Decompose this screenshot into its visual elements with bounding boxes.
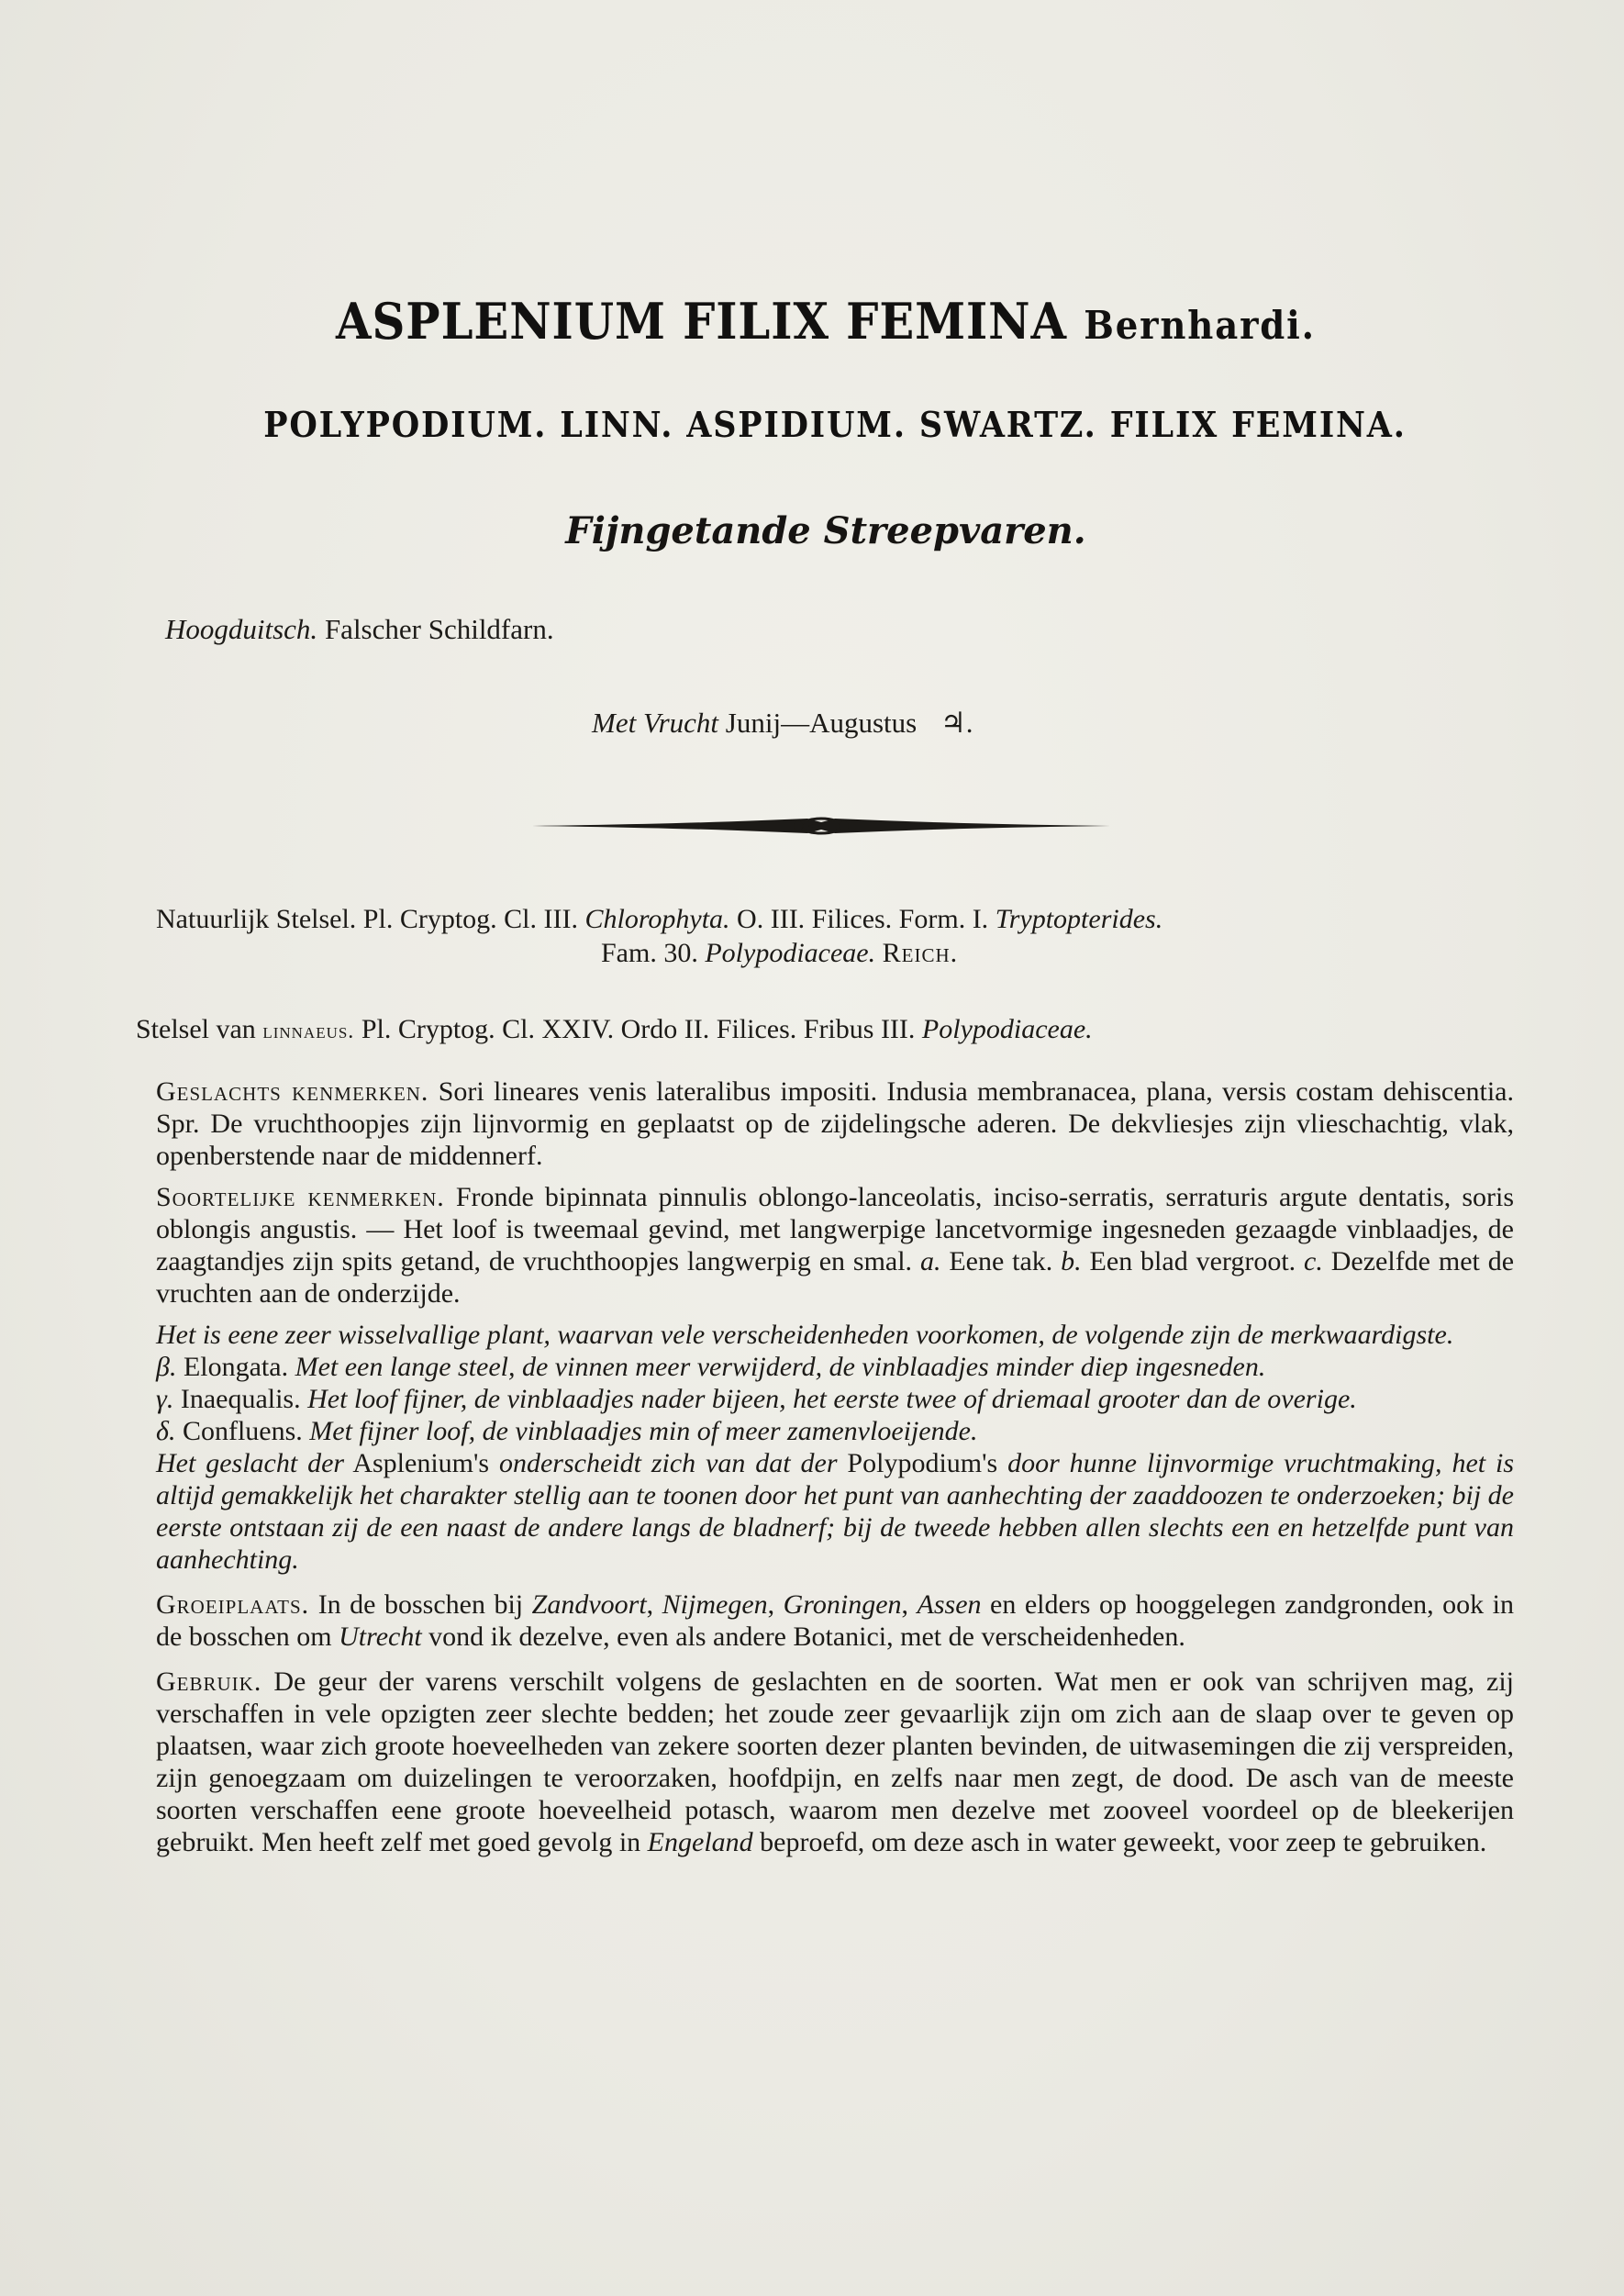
dutch-name: Fijngetande Streepvaren. (565, 509, 1086, 552)
variety-name: Elongata. (183, 1352, 289, 1382)
habitat: Groeiplaats. In de bosschen bij Zandvoort, Nijmegen, Groningen, Assen en elders op hooggelegen zandgronden, ook in de bosschen om Utrecht vond ik dezelve, even als andere Botanici, met de verscheidenheden. (156, 1589, 1515, 1652)
habitat-label: Groeiplaats. (156, 1589, 310, 1620)
varieties-intro: Het is eene zeer wisselvallige plant, waarvan vele verscheidenheden voorkomen, de volgende zijn de merkwaardigste. (156, 1320, 1454, 1350)
german-name: Falscher Schildfarn. (324, 613, 554, 645)
genus-characters-text: Sori lineares venis lateralibus impositi. Indusia membranacea, plana, versis costam dehiscentia. Spr. De vruchthoopjes zijn lijnvormig en geplaatst op de zijdelingsche aderen. De dekvliesjes zijn vlieschachtig, vlak, openberstende naar de middennerf. (156, 1076, 1514, 1171)
variety-name: Confluens. (182, 1416, 303, 1446)
genus-note (156, 1447, 1514, 1576)
natural-system-form: Tryptopterides. (995, 904, 1163, 934)
variety-gamma (156, 1383, 1514, 1415)
german-name-line (165, 613, 554, 646)
place-assen: Assen (917, 1589, 982, 1620)
figure-a-text: Eene tak. (949, 1246, 1053, 1276)
linnaeus-family: Polypodiaceae. (921, 1014, 1093, 1044)
fruiting-period: Junij—Augustus (725, 707, 918, 739)
natural-system-family: Polypodiaceae. (705, 938, 876, 968)
natural-system-line2 (601, 938, 958, 969)
natural-system-fam: Fam. 30. (601, 938, 698, 968)
place-utrecht: Utrecht (339, 1622, 422, 1652)
figure-a-label: a. (919, 1246, 941, 1276)
variety-name: Inaequalis. (180, 1384, 301, 1414)
genus-characters (156, 1076, 1514, 1172)
place-zandvoort: Zandvoort (531, 1589, 647, 1620)
synonyms-line: POLYPODIUM. LINN. ASPIDIUM. SWARTZ. FILIX FEMINA. (263, 404, 1407, 445)
title-main: ASPLENIUM FILIX FEMINA (336, 292, 1067, 351)
fruiting-line (592, 707, 973, 740)
place-groningen: Groningen (783, 1589, 902, 1620)
species-characters-text: Fronde bipinnata pinnulis oblongo-lanceolatis, inciso-serratis, serraturis argute dentatis, soris oblongis angustis. — Het loof is tweemaal gevind, met langwerpige lancetvormige ingesneden gezaagde vinblaadjes, de zaagtandjes zijn spits getand, de vruchthoopjes langwerpig en smal. (156, 1182, 1515, 1276)
genus-note-text: Het geslacht der (156, 1448, 345, 1478)
usage-text: beproefd, om deze asch in water geweekt, voor zeep te gebruiken. (760, 1827, 1487, 1857)
variety-mark: δ. (156, 1416, 176, 1446)
place-engeland: Engeland (647, 1827, 753, 1857)
title-author: Bernhardi. (1084, 303, 1316, 348)
ornamental-divider (532, 808, 1110, 844)
place-nijmegen: Nijmegen (662, 1589, 768, 1620)
usage-label: Gebruik. (156, 1666, 262, 1697)
variety-beta (156, 1351, 1514, 1383)
linnaeus-name: linnaeus. (262, 1020, 355, 1043)
genus-note-text: onderscheidt zich van dat der (498, 1448, 838, 1478)
linnaeus-system-line (136, 1014, 1093, 1045)
main-text (156, 1076, 1514, 1858)
genus-note-asplenium: Asplenium's (352, 1448, 490, 1478)
natural-system-class: Natuurlijk Stelsel. Pl. Cryptog. Cl. III. (156, 904, 578, 934)
natural-system-chlorophyta: Chlorophyta. (584, 904, 730, 934)
natural-system-order: O. III. Filices. Form. I. (737, 904, 989, 934)
linnaeus-label: Stelsel van (136, 1014, 256, 1044)
figure-b-text: Een blad vergroot. (1089, 1246, 1296, 1276)
figure-c-text: Dezelfde met de vruchten aan de onderzijde. (156, 1246, 1515, 1309)
fruiting-label: Met Vrucht (592, 707, 719, 739)
genus-characters-label: Geslachts kenmerken. (156, 1076, 429, 1107)
perennial-symbol: ♃. (940, 707, 973, 739)
usage-text: De geur der varens verschilt volgens de geslachten en de soorten. Wat men er ook van schrijven mag, zij verschaffen in vele opzigten zeer slechte bedden; het zoude zeer gevaarlijk zijn om zich aan de slaap over te geven op plaatsen, waar zich groote hoeveelheden van zekere soorten dezer planten bevinden, de uitwasemingen die zij verspreiden, zijn genoegzaam om duizelingen te veroorzaken, hoofdpijn, en zelfs naar men zegt, de dood. De asch van de meeste soorten verschaffen eene groote hoeveelheid potasch, waarom men dezelve met zooveel voordeel op de bleekerijen gebruikt. Men heeft zelf met goed gevolg in (156, 1666, 1514, 1857)
variety-mark: γ. (156, 1384, 174, 1414)
natural-system-line1 (156, 904, 1162, 935)
page-title (66, 292, 1585, 351)
habitat-text: vond ik dezelve, even als andere Botanici, met de verscheidenheden. (428, 1622, 1185, 1652)
variety-desc: Met fijner loof, de vinblaadjes min of meer zamenvloeijende. (309, 1416, 978, 1446)
linnaeus-class: Pl. Cryptog. Cl. XXIV. Ordo II. Filices. Fribus III. (361, 1014, 916, 1044)
figure-c-label: c. (1304, 1246, 1323, 1276)
species-characters-label: Soortelijke kenmerken. (156, 1182, 445, 1212)
habitat-text: In de bosschen bij (317, 1589, 524, 1620)
variety-delta (156, 1415, 1514, 1447)
genus-note-text: door hunne lijnvormige vruchtmaking, het is altijd gemakkelijk het charakter stellig aan te toonen door het punt van aanhechting der zaaddoozen te onderzoeken; bij de eerste ontstaan zij de een naast de andere langs de bladnerf; bij de tweede hebben allen slechts een en hetzelfde punt van aanhechting. (156, 1448, 1515, 1575)
habitat-text: en elders op hooggelegen zandgronden, ook in de bosschen om (156, 1589, 1515, 1652)
variety-desc: Met een lange steel, de vinnen meer verwijderd, de vinblaadjes minder diep ingesneden. (295, 1352, 1266, 1382)
german-label: Hoogduitsch. (165, 613, 318, 645)
genus-note-polypodium: Polypodium's (847, 1448, 998, 1478)
usage (156, 1666, 1514, 1858)
variety-mark: β. (156, 1352, 177, 1382)
natural-system-author: Reich. (882, 938, 959, 968)
variety-desc: Het loof fijner, de vinblaadjes nader bijeen, het eerste twee of driemaal grooter dan de overige. (307, 1384, 1357, 1414)
species-characters (156, 1181, 1514, 1310)
figure-b-label: b. (1061, 1246, 1082, 1276)
